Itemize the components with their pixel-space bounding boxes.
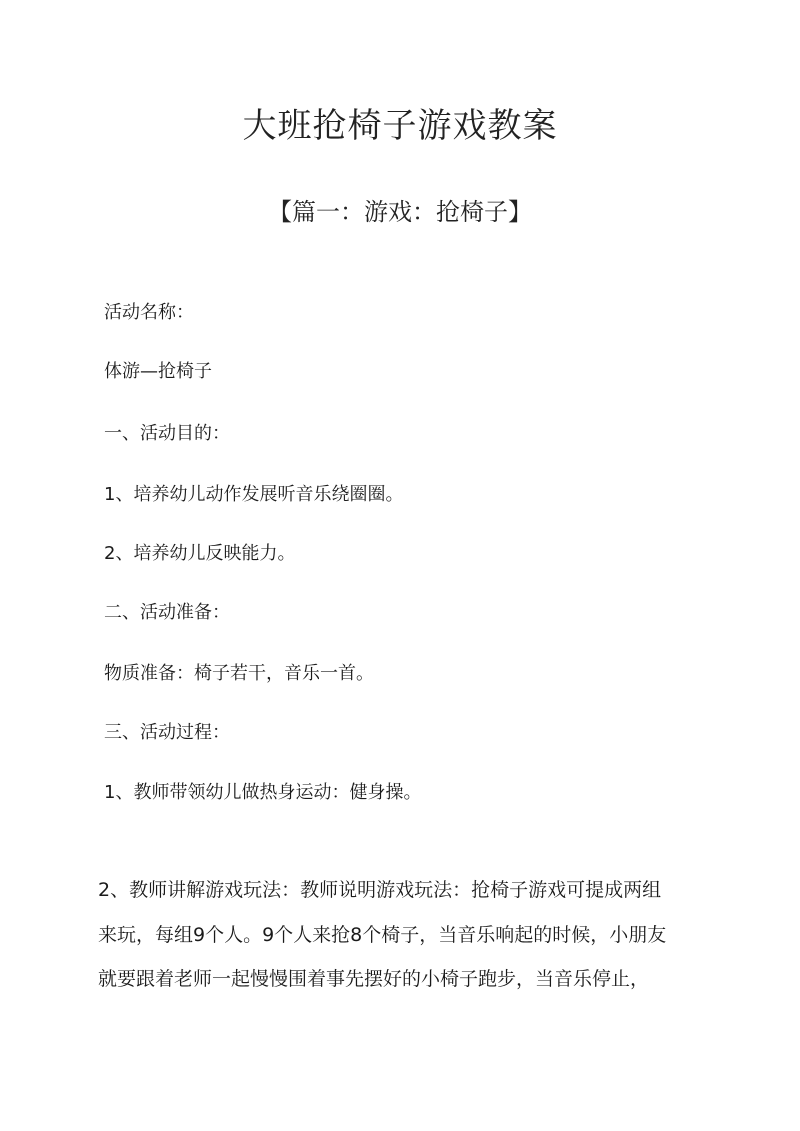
process-item: 1、教师带领幼儿做热身运动：健身操。 bbox=[104, 782, 422, 803]
paragraph-line: 就要跟着老师一起慢慢围着事先摆好的小椅子跑步，当音乐停止， bbox=[98, 968, 650, 990]
section-preparation-heading: 二、活动准备： bbox=[104, 602, 230, 623]
objective-item: 1、培养幼儿动作发展听音乐绕圈圈。 bbox=[104, 484, 404, 505]
preparation-item: 物质准备：椅子若干，音乐一首。 bbox=[104, 663, 374, 684]
activity-name-value: 体游—抢椅子 bbox=[104, 361, 212, 382]
objective-item: 2、培养幼儿反映能力。 bbox=[104, 543, 296, 564]
section-process-heading: 三、活动过程： bbox=[104, 722, 230, 743]
paragraph-line: 来玩，每组9个人。9个人来抢8个椅子，当音乐响起的时候，小朋友 bbox=[98, 923, 667, 946]
section-heading: 【篇一：游戏：抢椅子】 bbox=[268, 198, 532, 226]
section-objectives-heading: 一、活动目的： bbox=[104, 423, 230, 444]
activity-name-label: 活动名称： bbox=[104, 302, 194, 323]
paragraph-line: 2、教师讲解游戏玩法：教师说明游戏玩法：抢椅子游戏可提成两组 bbox=[98, 879, 662, 901]
document-title: 大班抢椅子游戏教案 bbox=[242, 106, 558, 146]
process-paragraph bbox=[98, 868, 708, 1002]
